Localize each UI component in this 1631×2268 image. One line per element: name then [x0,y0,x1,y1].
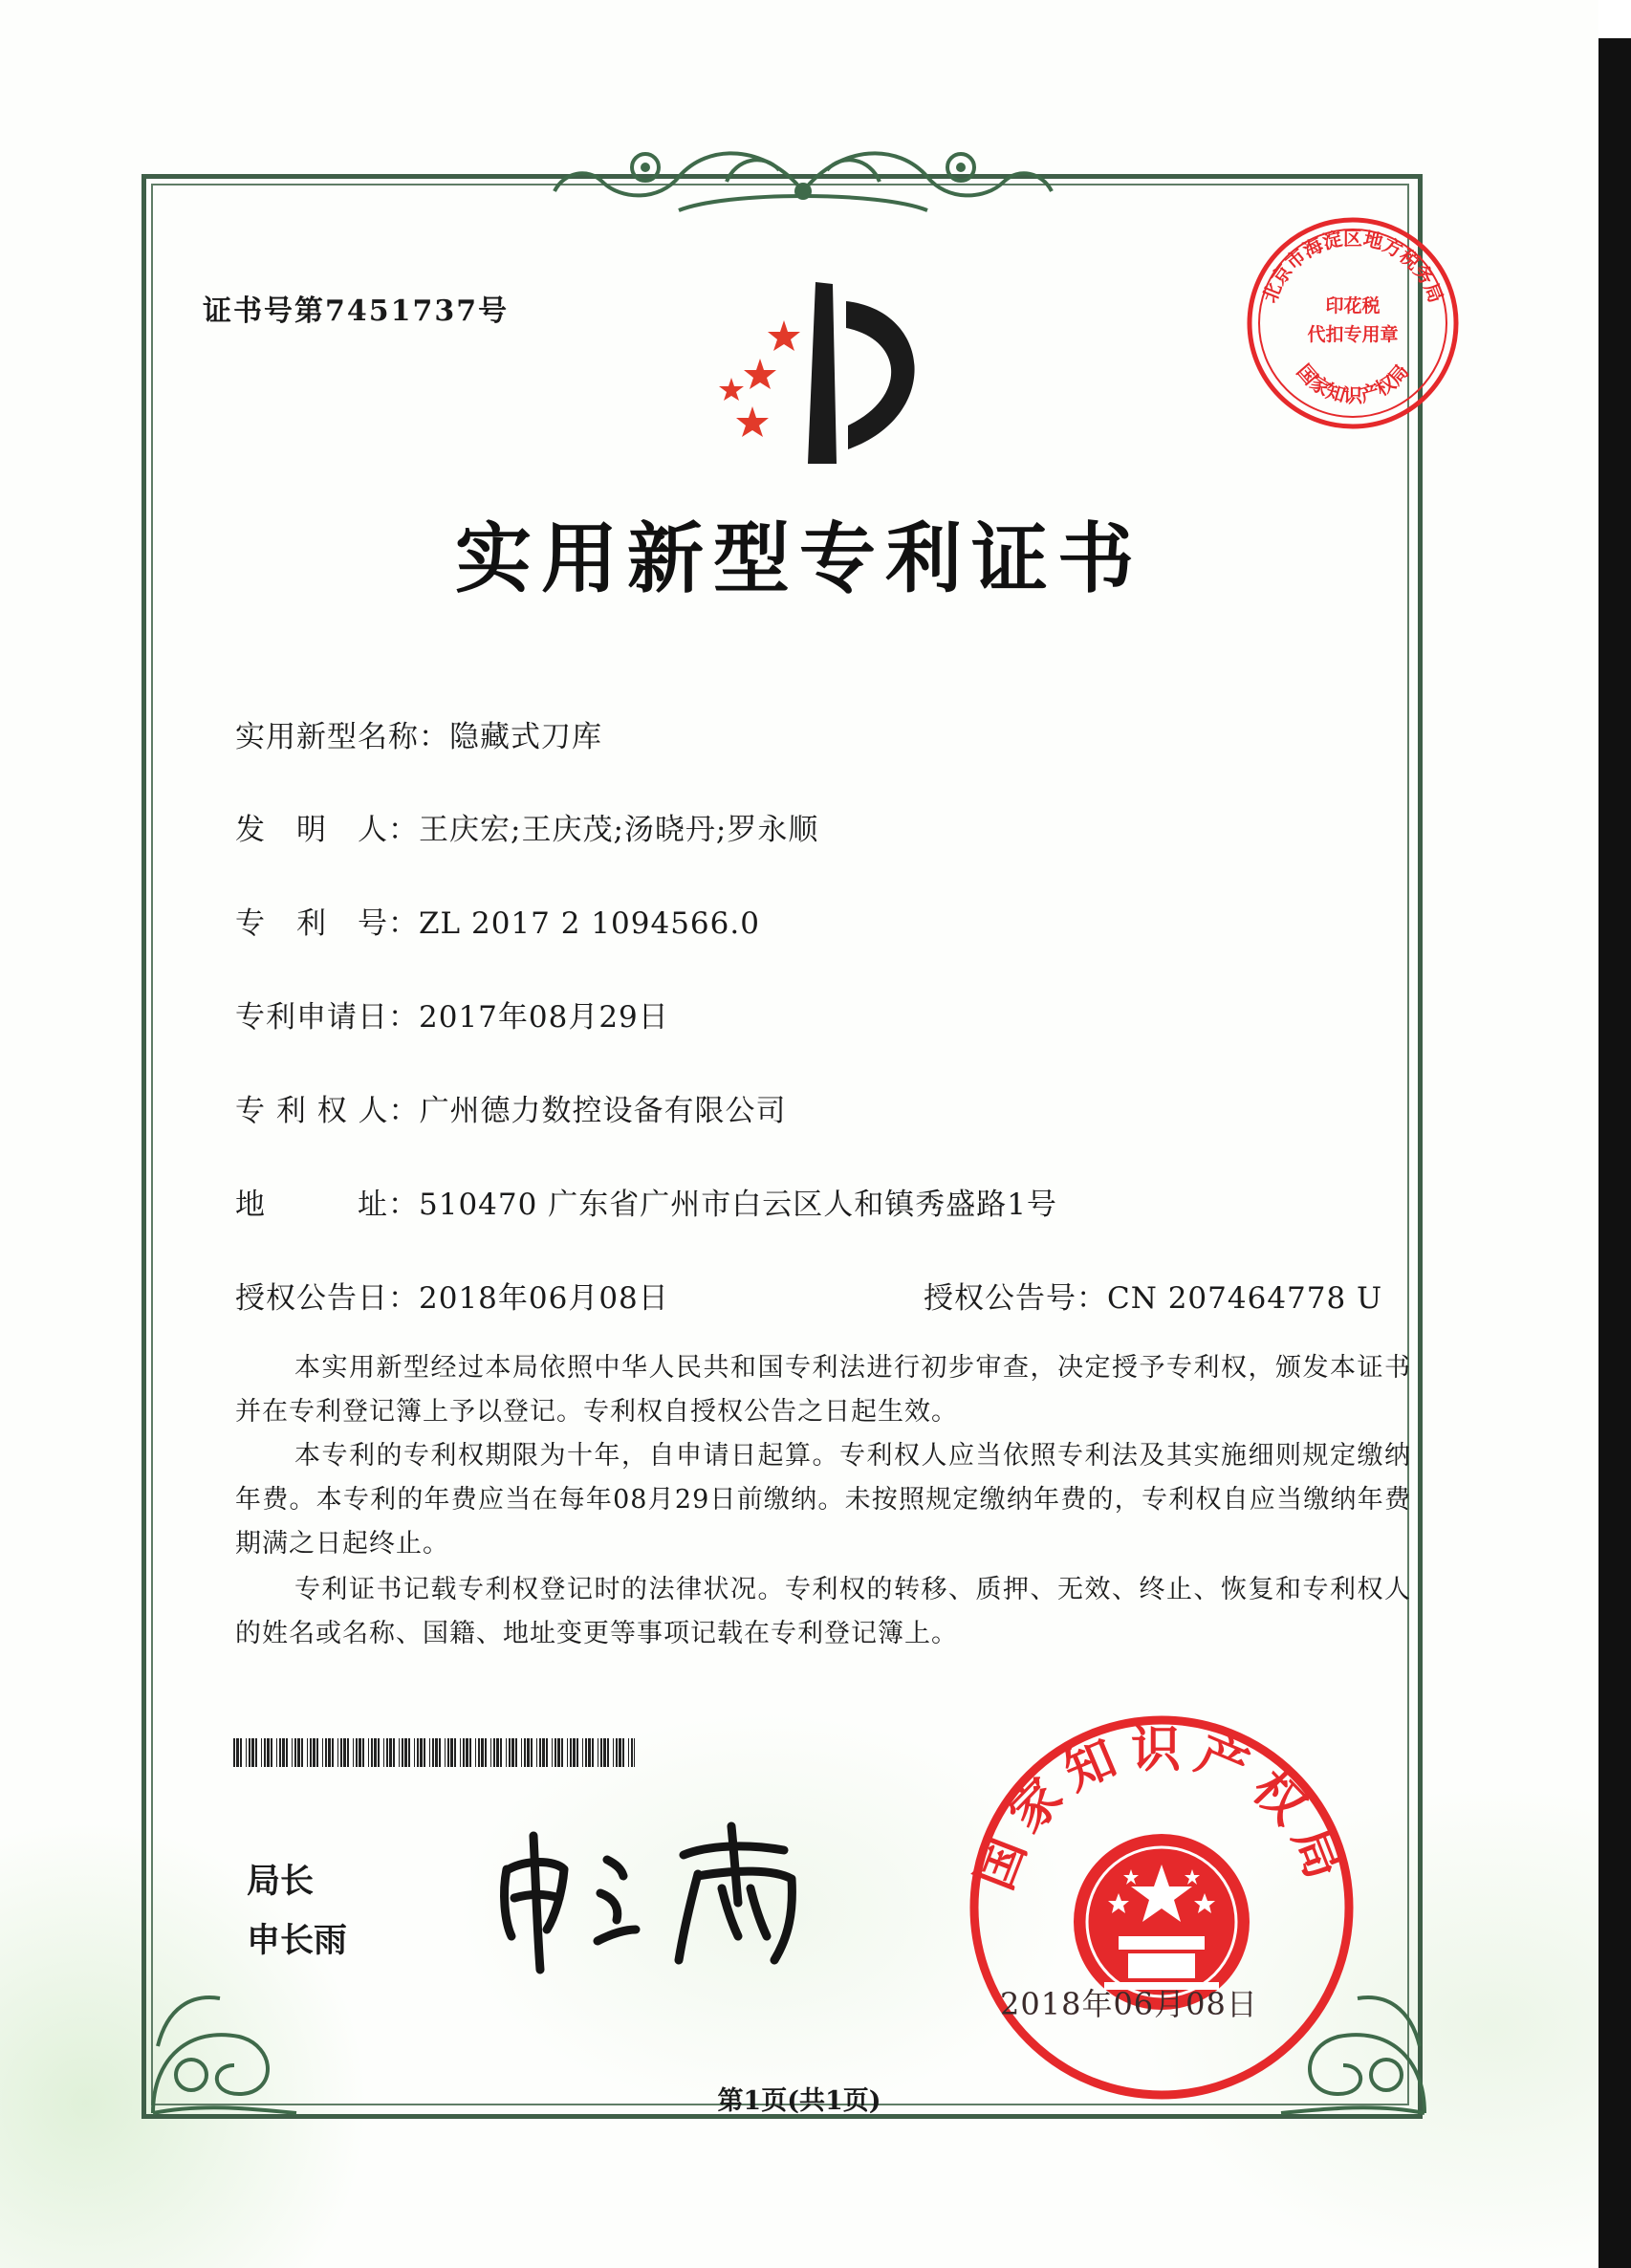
utility-name-label: 实用新型名称： [235,720,449,754]
barcode-bar [424,1738,425,1767]
barcode-bar [432,1738,434,1767]
barcode-bar [524,1738,526,1767]
barcode-bar [500,1738,502,1767]
barcode-bar [249,1738,250,1767]
inventor-label: 发 明 人： [235,813,419,847]
svg-text:北京市海淀区地方税务局 [1258,227,1448,306]
barcode-bar [493,1738,495,1767]
paragraph-1: 本实用新型经过本局依照中华人民共和国专利法进行初步审查，决定授予专利权，颁发本证书并在专利登记簿上予以登记。专利权自授权公告之日起生效。 [235,1353,1411,1427]
barcode-bar [546,1738,548,1767]
paragraph-2: 本专利的专利权期限为十年，自申请日起算。专利权人应当依照专利法及其实施细则规定缴纳年费。本专利的年费应当在每年08月29日前缴纳。未按照规定缴纳年费的，专利权自应当缴纳年费期满之日起终止。 [235,1441,1411,1559]
barcode-bar [362,1738,364,1767]
barcode-bar [460,1738,461,1767]
barcode-bar [585,1738,587,1767]
field-address [235,1180,1057,1223]
barcode-bar [481,1738,484,1767]
barcode-bar [485,1738,487,1767]
barcode-bar [294,1738,296,1767]
barcode-bar [408,1738,410,1767]
barcode-bar [536,1738,537,1767]
barcode-bar [404,1738,407,1767]
scan-edge [1598,38,1631,2268]
barcode-bar [515,1738,517,1767]
barcode-bar [340,1738,342,1767]
barcode-bar [261,1738,262,1767]
grant-date-label: 授权公告日： [235,1281,419,1316]
barcode-bar [600,1738,602,1767]
director-signature [488,1817,851,1979]
barcode-bar [393,1738,395,1767]
barcode-bar [435,1738,438,1767]
barcode-bar [386,1738,388,1767]
barcode-bar [628,1738,629,1767]
barcode-bar [307,1738,308,1767]
barcode-bar [414,1738,415,1767]
barcode [233,1738,635,1767]
tax-seal-line1: 印花税 [1325,295,1381,316]
barcode-bar [613,1738,614,1767]
barcode-bar [420,1738,423,1767]
barcode-bar [378,1738,380,1767]
barcode-bar [255,1738,257,1767]
application-date-label: 专利申请日： [235,1000,419,1035]
barcode-bar [328,1738,331,1767]
barcode-bar [236,1738,239,1767]
barcode-bar [588,1738,591,1767]
barcode-bar [521,1738,522,1767]
barcode-bar [279,1738,281,1767]
barcode-bar [506,1738,507,1767]
patent-number-value: ZL 2017 2 1094566.0 [419,906,760,941]
barcode-bar [353,1738,354,1767]
svg-text:国家知识产权局 [1293,360,1414,406]
application-date-value: 2017年08月29日 [419,1000,669,1035]
certificate-title: 实用新型专利证书 [455,513,1143,603]
barcode-bar [439,1738,441,1767]
barcode-bar [271,1738,272,1767]
certificate-number: 证书号第7451737号 [203,294,510,328]
field-grant-date [235,1274,669,1317]
barcode-bar [454,1738,456,1767]
barcode-bar [322,1738,323,1767]
barcode-bar [297,1738,300,1767]
barcode-bar [496,1738,499,1767]
barcode-bar [282,1738,285,1767]
barcode-bar [567,1738,568,1767]
barcode-bar [445,1738,446,1767]
barcode-bar [542,1738,545,1767]
barcode-bar [371,1738,373,1767]
barcode-bar [573,1738,576,1767]
barcode-bar [561,1738,563,1767]
director-title: 局长 [247,1862,315,1901]
barcode-bar [251,1738,254,1767]
director-name: 申长雨 [247,1921,348,1960]
barcode-bar [527,1738,530,1767]
barcode-bar [233,1738,235,1767]
cnipa-official-seal [961,1707,1362,2108]
barcode-bar [368,1738,369,1767]
field-inventor [235,805,818,848]
barcode-bar [582,1738,583,1767]
address-label: 地 址： [235,1188,419,1222]
barcode-bar [570,1738,572,1767]
patent-number-label: 专 利 号： [235,906,419,941]
barcode-bar [325,1738,327,1767]
barcode-bar [619,1738,621,1767]
barcode-bar [557,1738,560,1767]
barcode-bar [622,1738,624,1767]
grant-number-value: CN 207464778 U [1107,1281,1383,1316]
barcode-bar [478,1738,480,1767]
barcode-bar [511,1738,514,1767]
barcode-bar [603,1738,606,1767]
barcode-bar [616,1738,618,1767]
barcode-bar [592,1738,594,1767]
barcode-bar [402,1738,403,1767]
barcode-bar [374,1738,377,1767]
barcode-bar [576,1738,578,1767]
barcode-bar [276,1738,277,1767]
barcode-bar [469,1738,471,1767]
barcode-bar [356,1738,358,1767]
barcode-bar [531,1738,533,1767]
barcode-bar [310,1738,312,1767]
barcode-bar [490,1738,491,1767]
barcode-bar [539,1738,541,1767]
field-application-date [235,992,669,1036]
address-value: 510470 广东省广州市白云区人和镇秀盛路1号 [419,1188,1057,1222]
barcode-bar [447,1738,449,1767]
barcode-bar [607,1738,609,1767]
barcode-bar [399,1738,400,1767]
barcode-bar [429,1738,430,1767]
grant-date-value: 2018年06月08日 [419,1281,669,1316]
tax-seal-top-text: 北京市海淀区地方税务局 [1257,226,1448,306]
barcode-bar [313,1738,315,1767]
barcode-bar [343,1738,346,1767]
page-indicator: 第1页(共1页) [717,2086,881,2116]
patentee-value: 广州德力数控设备有限公司 [419,1094,787,1128]
utility-name-value: 隐藏式刀库 [449,720,602,754]
barcode-bar [246,1738,247,1767]
barcode-bar [292,1738,293,1767]
barcode-bar [337,1738,338,1767]
paragraph-3: 专利证书记载专利权登记时的法律状况。专利权的转移、质押、无效、终止、恢复和专利权人的姓名或名称、国籍、地址变更等事项记载在专利登记簿上。 [235,1575,1411,1648]
barcode-bar [509,1738,511,1767]
patentee-label: 专 利 权 人： [235,1094,420,1128]
barcode-bar [555,1738,556,1767]
barcode-bar [417,1738,419,1767]
barcode-bar [286,1738,288,1767]
tax-stamp-seal [1238,208,1468,438]
tax-seal-bottom-text: 国家知识产权局 [1292,360,1414,407]
inventor-value: 王庆宏;王庆茂;汤晓丹;罗永顺 [419,813,819,847]
grant-number-label: 授权公告号： [924,1281,1107,1316]
field-patent-number [235,899,760,942]
barcode-bar [267,1738,270,1767]
barcode-bar [463,1738,465,1767]
barcode-bar [359,1738,361,1767]
barcode-bar [316,1738,318,1767]
barcode-bar [301,1738,303,1767]
top-ornament [535,124,1071,229]
barcode-bar [475,1738,476,1767]
seal-date: 2018年06月08日 [1000,1986,1258,2022]
barcode-bar [552,1738,553,1767]
barcode-bar [240,1738,242,1767]
barcode-bar [634,1738,635,1767]
field-grant-number [924,1274,1382,1317]
barcode-bar [389,1738,392,1767]
barcode-bar [332,1738,334,1767]
barcode-bar [631,1738,633,1767]
seal-arc-text: 国家知识产权局 [965,1720,1359,1898]
field-utility-name [235,712,602,755]
barcode-bar [264,1738,266,1767]
barcode-bar [347,1738,349,1767]
patent-office-logo [693,273,942,473]
barcode-bar [383,1738,384,1767]
barcode-bar [450,1738,453,1767]
barcode-bar [466,1738,468,1767]
tax-seal-line2: 代扣专用章 [1307,324,1399,345]
field-patentee [235,1086,787,1129]
